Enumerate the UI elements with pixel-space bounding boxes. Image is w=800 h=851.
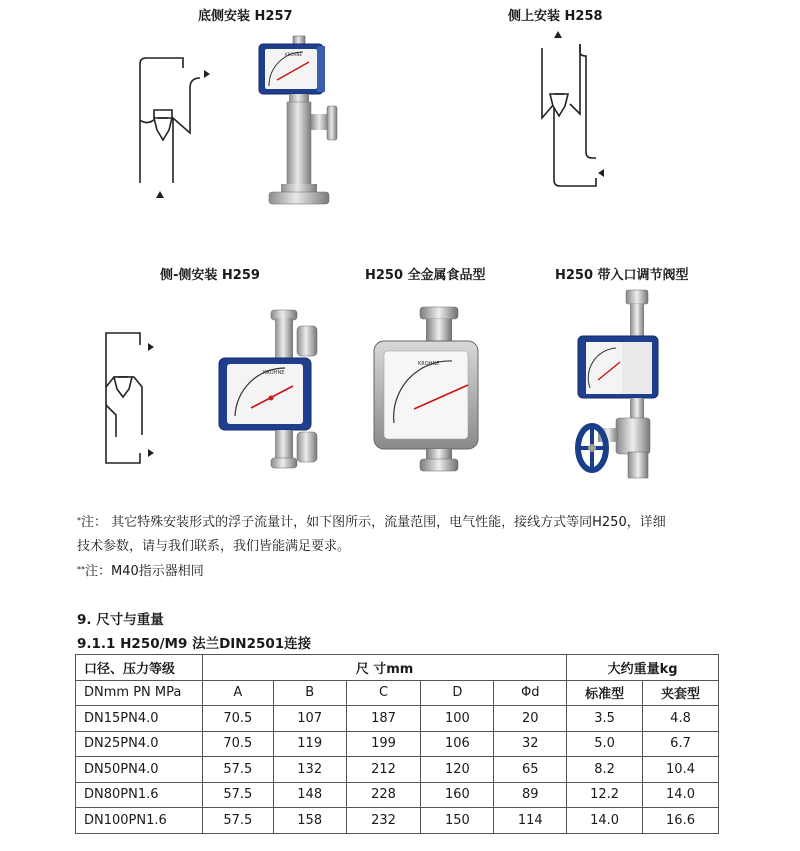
cell-phid: 65 [494, 757, 567, 783]
table-row [76, 757, 719, 783]
cell-dn: DN100PN1.6 [76, 808, 203, 834]
cell-a: 57.5 [202, 782, 273, 808]
col-phid: Φd [494, 680, 567, 706]
col-dn: DNmm PN MPa [76, 680, 203, 706]
dimensions-weight-table [75, 654, 719, 834]
cell-b: 107 [273, 706, 346, 732]
cell-c: 199 [346, 731, 421, 757]
cell-jacket: 14.0 [643, 782, 719, 808]
cell-d: 150 [421, 808, 494, 834]
table-header-row-2 [76, 680, 719, 706]
cell-c: 232 [346, 808, 421, 834]
flow-arrow-icon [554, 31, 562, 38]
h257-product-image [255, 36, 345, 211]
cell-d: 120 [421, 757, 494, 783]
h259-schematic [98, 325, 168, 470]
flow-arrow-icon [598, 169, 604, 177]
cell-jacket: 4.8 [643, 706, 719, 732]
cell-a: 70.5 [202, 731, 273, 757]
cell-dn: DN80PN1.6 [76, 782, 203, 808]
cell-d: 100 [421, 706, 494, 732]
valve-type-title: H250 带入口调节阀型 [555, 268, 689, 283]
cell-d: 160 [421, 782, 494, 808]
header-size-pressure: 口径、压力等级 [76, 655, 203, 681]
h257-title: 底侧安装 H257 [198, 9, 293, 24]
cell-jacket: 16.6 [643, 808, 719, 834]
cell-a: 70.5 [202, 706, 273, 732]
cell-phid: 89 [494, 782, 567, 808]
cell-jacket: 10.4 [643, 757, 719, 783]
cell-d: 106 [421, 731, 494, 757]
h258-schematic [534, 30, 614, 200]
section-heading: 9. 尺寸与重量 [77, 612, 164, 628]
cell-standard: 14.0 [567, 808, 643, 834]
col-d: D [421, 680, 494, 706]
note-2: **注：M40指示器相同 [77, 564, 204, 579]
h257-schematic [128, 48, 218, 208]
gauge-brand: KROHNE [263, 370, 285, 376]
col-c: C [346, 680, 421, 706]
note-1-line-1: *注： 其它特殊安装形式的浮子流量计，如下图所示，流量范围，电气性能，接线方式等同H250，详细 [77, 515, 666, 530]
cell-a: 57.5 [202, 808, 273, 834]
table-row [76, 706, 719, 732]
flow-arrow-icon [204, 70, 210, 78]
flow-arrow-icon [148, 449, 154, 457]
flow-arrow-icon [148, 343, 154, 351]
header-dimensions: 尺 寸mm [202, 655, 566, 681]
cell-phid: 20 [494, 706, 567, 732]
col-standard: 标准型 [567, 680, 643, 706]
cell-a: 57.5 [202, 757, 273, 783]
food-grade-product-image [372, 305, 482, 475]
cell-b: 158 [273, 808, 346, 834]
cell-c: 228 [346, 782, 421, 808]
flow-arrow-icon [156, 191, 164, 198]
note-1-mark: * [77, 516, 81, 525]
h259-title: 侧-侧安装 H259 [160, 268, 260, 283]
cell-phid: 32 [494, 731, 567, 757]
h258-title: 侧上安装 H258 [508, 9, 603, 24]
col-b: B [273, 680, 346, 706]
cell-b: 148 [273, 782, 346, 808]
col-jacket: 夹套型 [643, 680, 719, 706]
cell-c: 187 [346, 706, 421, 732]
table-row [76, 782, 719, 808]
valve-type-product-image [572, 288, 672, 488]
header-weight: 大约重量kg [567, 655, 719, 681]
food-grade-title: H250 全金属食品型 [365, 268, 486, 283]
cell-b: 132 [273, 757, 346, 783]
cell-dn: DN15PN4.0 [76, 706, 203, 732]
cell-standard: 3.5 [567, 706, 643, 732]
note-1-line-2: 技术参数，请与我们联系，我们皆能满足要求。 [77, 539, 351, 554]
cell-phid: 114 [494, 808, 567, 834]
h259-product-image [215, 308, 325, 473]
cell-standard: 5.0 [567, 731, 643, 757]
cell-b: 119 [273, 731, 346, 757]
gauge-brand: KROHNE [285, 52, 303, 57]
gauge-brand: KROHNE [418, 361, 440, 367]
table-header-row-1 [76, 655, 719, 681]
table-row [76, 731, 719, 757]
col-a: A [202, 680, 273, 706]
cell-c: 212 [346, 757, 421, 783]
cell-dn: DN50PN4.0 [76, 757, 203, 783]
table-row [76, 808, 719, 834]
cell-standard: 8.2 [567, 757, 643, 783]
note-2-mark: ** [77, 565, 85, 574]
section-subheading: 9.1.1 H250/M9 法兰DIN2501连接 [77, 636, 312, 652]
cell-standard: 12.2 [567, 782, 643, 808]
cell-jacket: 6.7 [643, 731, 719, 757]
cell-dn: DN25PN4.0 [76, 731, 203, 757]
